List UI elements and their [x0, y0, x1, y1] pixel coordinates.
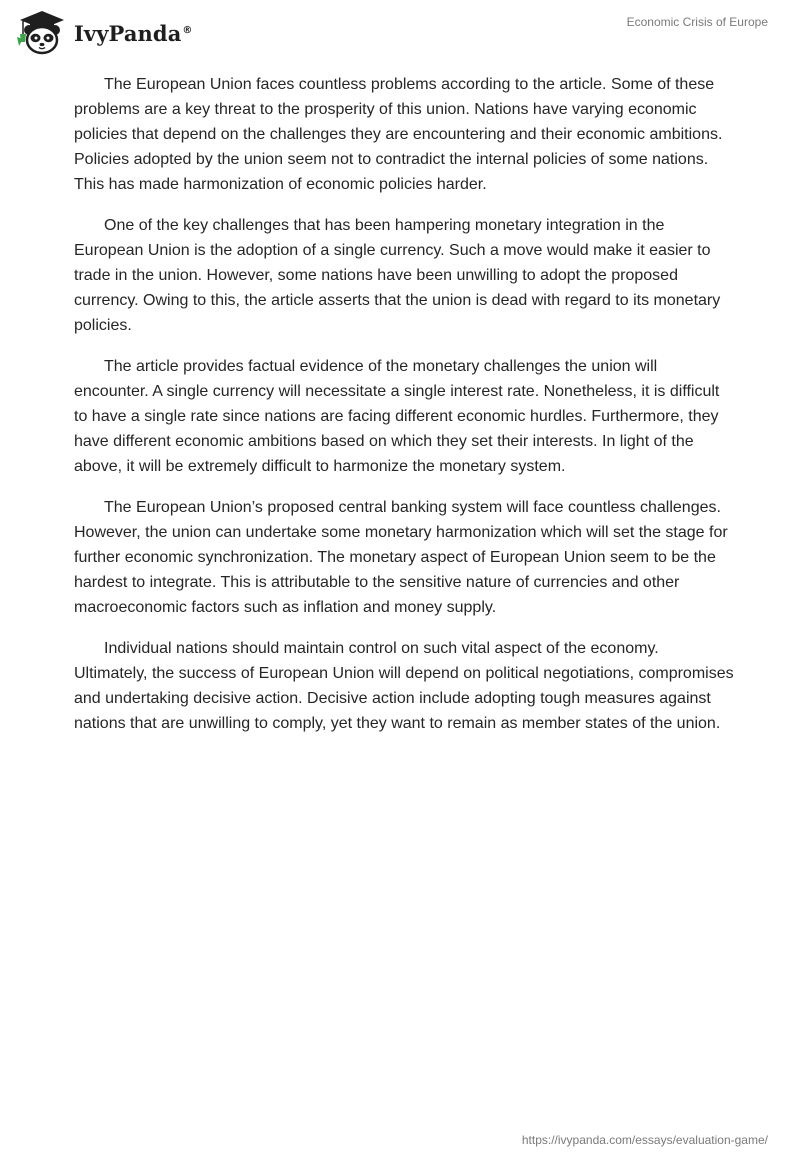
registered-mark: ® — [182, 24, 193, 36]
page-header — [0, 0, 800, 60]
paragraph-2: One of the key challenges that has been hampering monetary integration in the European Union is the adoption of a single currency. Such a move would make it easier to trade in the union. However, some nations have been unwilling to adopt the proposed currency. Owing to this, the article asserts that the union is dead with regard to its monetary policies. — [74, 217, 721, 334]
essay-body — [74, 72, 734, 752]
paragraph-5: Individual nations should maintain control on such vital aspect of the economy. Ultimately, the success of European Union will depend on political negotiations, compromises and undertaking decisive action. Decisive action include adopting tough measures against nations that are unwilling to comply, yet they want to remain as member states of the union. — [74, 640, 734, 732]
brand-name: IvyPanda® — [74, 20, 193, 46]
document-title: Economic Crisis of Europe — [626, 15, 768, 29]
paragraph-1: The European Union faces countless problems according to the article. Some of these problems are a key threat to the prosperity of this union. Nations have varying economic policies that depend on the challenges they are encountering and their economic ambitions. Policies adopted by the union seem not to contradict the internal policies of some nations. This has made harmonization of economic policies harder. — [74, 76, 723, 193]
source-url-link[interactable]: https://ivypanda.com/essays/evaluation-game/ — [521, 1133, 768, 1147]
paragraph-3: The article provides factual evidence of the monetary challenges the union will encounter. A single currency will necessitate a single interest rate. Nonetheless, it is difficult to have a single rate since nations are facing different economic hurdles. Furthermore, they have different economic ambitions based on which they set their interests. In light of the above, it will be extremely difficult to harmonize the monetary system. — [74, 358, 720, 475]
brand-logo[interactable] — [14, 6, 193, 56]
panda-graduate-logo-icon — [14, 6, 70, 56]
paragraph-4: The European Union’s proposed central banking system will face countless challenges. However, the union can undertake some monetary harmonization which will set the stage for further economic synchronization. The monetary aspect of European Union seem to be the hardest to integrate. This is attributable to the sensitive nature of currencies and other macroeconomic factors such as inflation and money supply. — [74, 499, 728, 616]
